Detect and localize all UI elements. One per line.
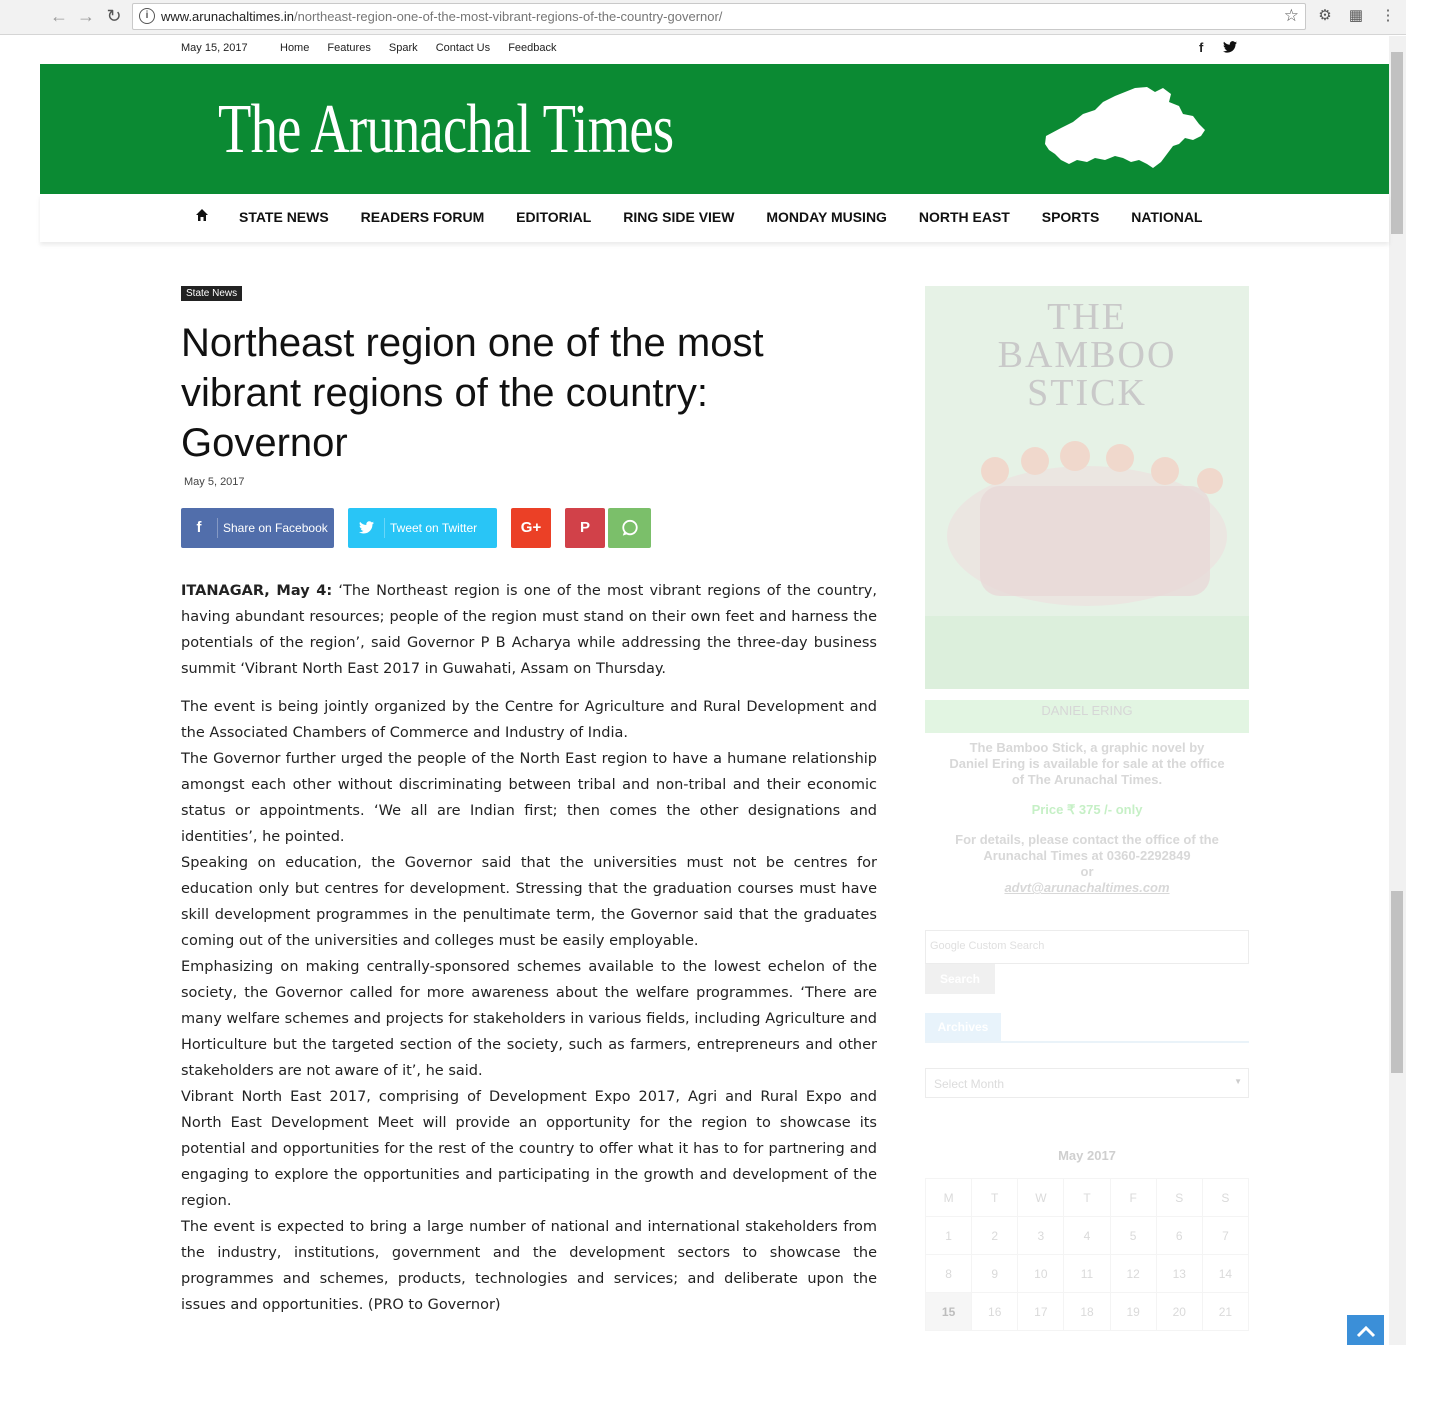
article-paragraph: Vibrant North East 2017, comprising of Development Expo 2017, Agri and Rural Expo and North East Development Meet will provide an opportunity for the region to showcase its potential and opportunities for the rest of the country to offer what it has to for partnering and engaging to explore the opportunities and participating in the growth and development of the region. <box>181 1089 877 1209</box>
menu-item-north-east[interactable]: NORTH EAST <box>918 209 1010 225</box>
arunachal-map-icon <box>1043 84 1209 174</box>
calendar-title: May 2017 <box>1058 1148 1116 1163</box>
calendar-day-today: 15 <box>926 1293 972 1331</box>
back-to-top-button[interactable] <box>1347 1315 1384 1345</box>
share-facebook-label: Share on Facebook <box>223 521 328 535</box>
search-button[interactable]: Search <box>925 964 995 994</box>
article-title: Northeast region one of the most vibrant regions of the country: Governor <box>181 321 764 465</box>
extension-icon[interactable]: ⚙ <box>1318 7 1332 24</box>
article-dateline: ITANAGAR, May 4: <box>181 583 333 599</box>
calendar-day: 3 <box>1018 1217 1064 1255</box>
calendar-day: 1 <box>926 1217 972 1255</box>
twitter-icon <box>348 508 384 548</box>
menu-item-monday-musing[interactable]: MONDAY MUSING <box>766 209 887 225</box>
archives-select-value: Select Month <box>934 1077 1005 1091</box>
site-logo[interactable]: The Arunachal Times <box>218 91 674 168</box>
whatsapp-icon <box>608 508 651 548</box>
top-links <box>280 42 572 54</box>
ad-description <box>925 740 1249 896</box>
ad-illustration <box>925 286 1249 689</box>
ad-email-link[interactable]: advt@arunachaltimes.com <box>1004 880 1170 895</box>
forward-icon[interactable]: → <box>77 6 95 26</box>
article-paragraph: The event is being jointly organized by the Centre for Agriculture and Rural Development and the Associated Chambers of Commerce and Industry of India. <box>181 699 877 741</box>
divider <box>384 518 385 538</box>
calendar-day: 20 <box>1156 1293 1202 1331</box>
calendar-day: 12 <box>1110 1255 1156 1293</box>
calendar-day: 19 <box>1110 1293 1156 1331</box>
menu-item-ring-side-view[interactable]: RING SIDE VIEW <box>623 209 735 225</box>
article-paragraph <box>181 578 877 682</box>
chevron-up-icon <box>1356 1324 1376 1338</box>
calendar <box>925 1178 1249 1331</box>
calendar-day-header: S <box>1156 1179 1202 1217</box>
facebook-icon: f <box>196 519 202 536</box>
share-pinterest-button[interactable] <box>565 508 605 548</box>
scrollbar-thumb-secondary[interactable] <box>1391 891 1403 1073</box>
browser-toolbar <box>0 0 1406 35</box>
share-googleplus-button[interactable] <box>511 508 551 548</box>
menu-item-editorial[interactable]: EDITORIAL <box>516 209 592 225</box>
calendar-day: 10 <box>1018 1255 1064 1293</box>
archives-heading: Archives <box>925 1013 1001 1041</box>
calendar-day: 14 <box>1202 1255 1248 1293</box>
pinterest-icon: P <box>579 519 590 536</box>
scrollbar[interactable] <box>1389 36 1406 1345</box>
google-plus-icon: G+ <box>520 519 542 536</box>
menu-item-state-news[interactable]: STATE NEWS <box>239 209 329 225</box>
home-icon[interactable] <box>195 208 209 222</box>
ad-title-line: STICK <box>1027 372 1147 414</box>
article-paragraph: Speaking on education, the Governor said that the universities must not be centres for education only but centres for development. Stressing that the graduation courses must have skill development programmes in the penultimate term, the Governor said that the graduates coming out of the universities and colleges must be easily employable. <box>181 855 877 949</box>
facebook-icon[interactable]: f <box>1199 40 1204 55</box>
url-text[interactable]: www.arunachaltimes.in/northeast-region-one-of-the-most-vibrant-regions-of-the-country-governor/ <box>161 9 723 24</box>
share-facebook-button[interactable] <box>181 508 334 548</box>
menu-item-sports[interactable]: SPORTS <box>1041 209 1100 225</box>
calendar-day-header: M <box>926 1179 972 1217</box>
main-menu <box>40 194 1389 242</box>
top-bar <box>40 36 1389 64</box>
menu-item-readers-forum[interactable]: READERS FORUM <box>360 209 485 225</box>
calendar-day: 17 <box>1018 1293 1064 1331</box>
calendar-day-header: S <box>1202 1179 1248 1217</box>
extension-icon-2[interactable]: ▦ <box>1348 7 1364 24</box>
ad-author: DANIEL ERING <box>925 700 1249 733</box>
calendar-day-header: F <box>1110 1179 1156 1217</box>
bamboo-stick-ad[interactable] <box>925 286 1249 689</box>
share-twitter-label: Tweet on Twitter <box>390 521 478 535</box>
article-body <box>181 578 877 1318</box>
calendar-day: 2 <box>972 1217 1018 1255</box>
archives-select[interactable] <box>925 1068 1249 1098</box>
calendar-day: 16 <box>972 1293 1018 1331</box>
ad-text-line: Arunachal Times at 0360-2292849 <box>983 848 1191 863</box>
ad-price: Price ₹ 375 /- only <box>1031 802 1143 817</box>
ad-title-line: THE <box>1047 296 1127 338</box>
top-link-feedback[interactable]: Feedback <box>508 42 557 54</box>
top-link-contact[interactable]: Contact Us <box>435 42 491 54</box>
top-link-home[interactable]: Home <box>280 42 310 54</box>
social-links <box>1199 40 1237 55</box>
calendar-day: 18 <box>1064 1293 1110 1331</box>
menu-dots-icon[interactable]: ⋮ <box>1380 7 1396 24</box>
ad-title-line: BAMBOO <box>997 334 1177 376</box>
search-placeholder: Google Custom Search <box>930 940 1045 952</box>
article-date: May 5, 2017 <box>184 476 245 488</box>
top-link-features[interactable]: Features <box>327 42 371 54</box>
calendar-day: 9 <box>972 1255 1018 1293</box>
calendar-day: 8 <box>926 1255 972 1293</box>
ad-text-line: of The Arunachal Times. <box>1011 772 1163 787</box>
info-icon[interactable]: i <box>139 8 155 24</box>
calendar-day: 7 <box>1202 1217 1248 1255</box>
calendar-day: 13 <box>1156 1255 1202 1293</box>
calendar-day: 6 <box>1156 1217 1202 1255</box>
scrollbar-thumb[interactable] <box>1391 52 1403 234</box>
calendar-day-header: T <box>972 1179 1018 1217</box>
back-icon[interactable]: ← <box>50 6 68 26</box>
article-paragraph: Emphasizing on making centrally-sponsored schemes available to the lowest echelon of the society, the Governor called for more awareness about the welfare programmes. ‘There are many welfare schemes and projects for stakeholders in various fields, including Agriculture and Horticulture but the targeted section of the society, such as farmers, entrepreneurs and other stakeholders are not aware of it’, he said. <box>181 959 877 1079</box>
calendar-day: 4 <box>1064 1217 1110 1255</box>
top-date: May 15, 2017 <box>181 42 248 54</box>
ad-text-line: For details, please contact the office of the <box>955 832 1219 847</box>
address-bar[interactable] <box>132 3 1306 30</box>
share-twitter-button[interactable] <box>348 508 497 548</box>
chevron-down-icon: ▼ <box>1234 1077 1242 1086</box>
bookmark-star-icon[interactable]: ☆ <box>1283 6 1299 25</box>
ad-text-line: or <box>1080 864 1094 879</box>
calendar-day-header: T <box>1064 1179 1110 1217</box>
calendar-day-header: W <box>1018 1179 1064 1217</box>
site-header <box>40 64 1389 194</box>
article-paragraph: The Governor further urged the people of the North East region to have a humane relationship amongst each other without discriminating between tribal and non-tribal and their economic status or appointments. ‘We all are Indian first; then comes the other designations and identities’, he pointed. <box>181 751 877 845</box>
divider <box>217 518 218 538</box>
divider <box>925 1041 1249 1043</box>
calendar-day: 21 <box>1202 1293 1248 1331</box>
reload-icon[interactable]: ↻ <box>106 6 122 26</box>
ad-text-line: The Bamboo Stick, a graphic novel by <box>969 740 1205 755</box>
calendar-day: 11 <box>1064 1255 1110 1293</box>
paragraph-text: ‘The Northeast region is one of the most vibrant regions of the country, having abundant resources; people of the region must stand on their own feet and harness the potentials of the region’, said Governor P B Acharya while addressing the three-day business summit ‘Vibrant North East 2017 in Guwahati, Assam on Thursday. <box>181 583 877 677</box>
article-paragraph: The event is expected to bring a large number of national and international stakeholders from the industry, institutions, government and the development sectors to showcase the programmes and schemes, products, technologies and services; and deliberate upon the issues and opportunities. (PRO to Governor) <box>181 1219 877 1313</box>
menu-item-national[interactable]: NATIONAL <box>1131 209 1203 225</box>
top-link-spark[interactable]: Spark <box>388 42 418 54</box>
search-input[interactable] <box>925 930 1249 964</box>
share-whatsapp-button[interactable] <box>608 508 651 548</box>
calendar-day: 5 <box>1110 1217 1156 1255</box>
category-badge[interactable]: State News <box>181 286 242 301</box>
twitter-icon[interactable] <box>1223 41 1237 53</box>
ad-text-line: Daniel Ering is available for sale at the office <box>949 756 1225 771</box>
